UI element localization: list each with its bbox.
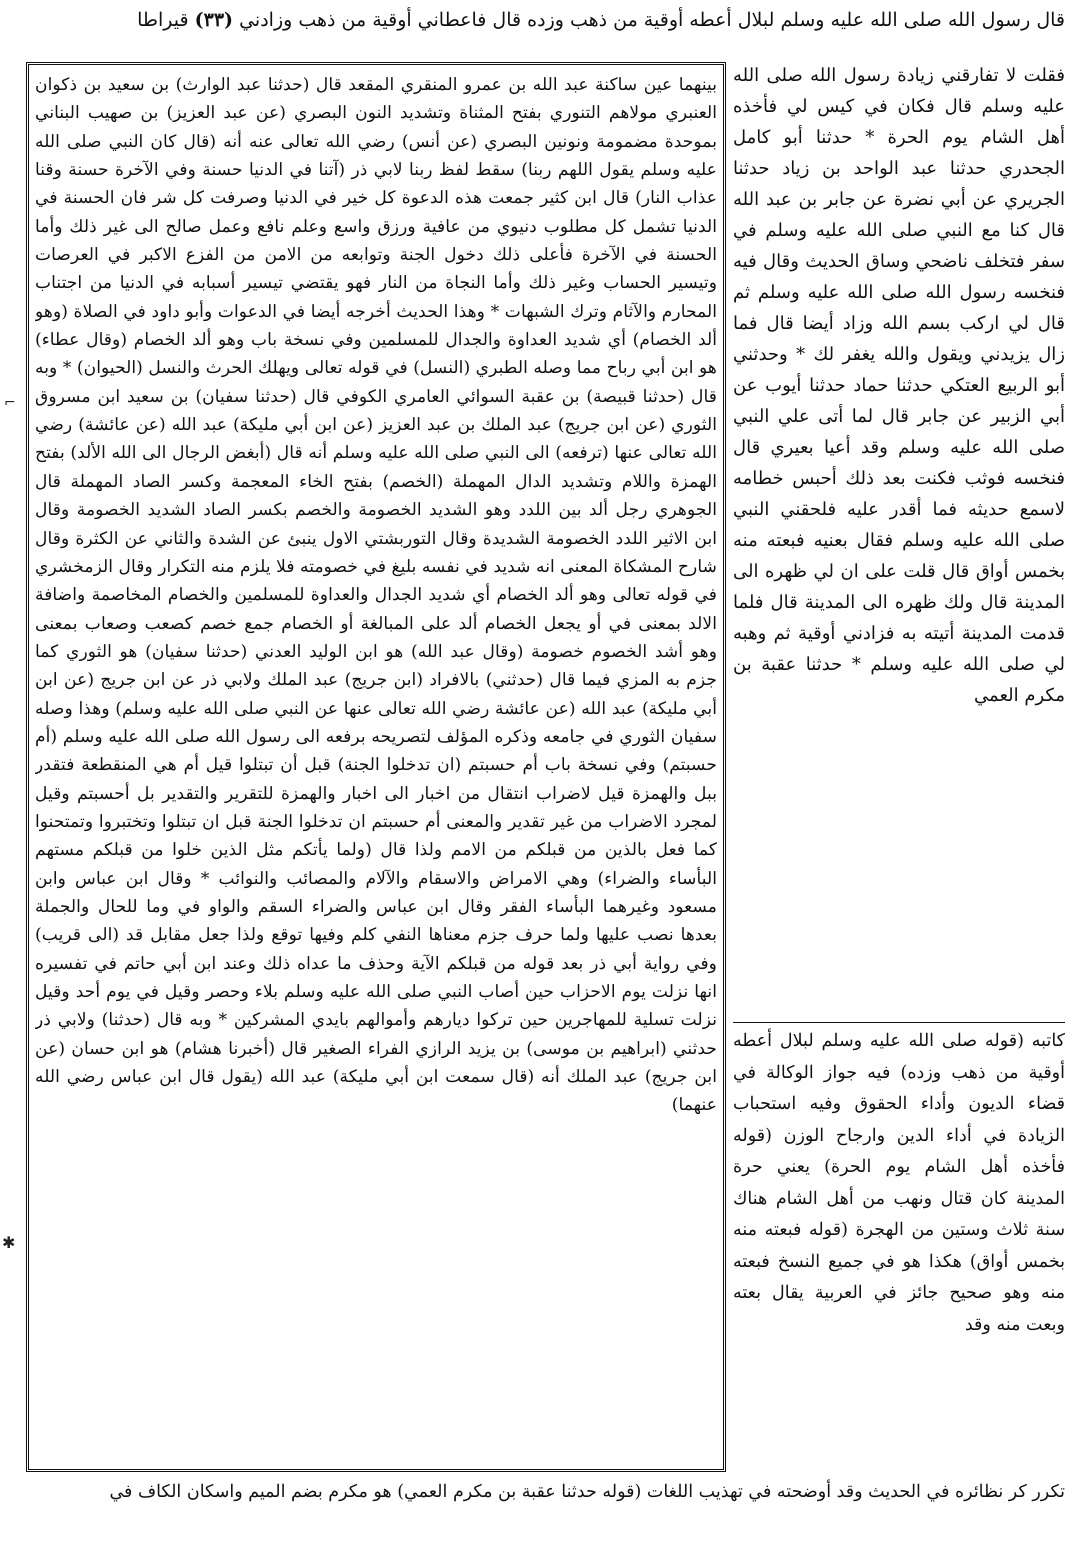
- side-notes-text: كاتبه (قوله صلى الله عليه وسلم لبلال أعطه أوقية من ذهب وزده) فيه جواز الوكالة في قضاء الديون وأداء الحقوق وفيه استحباب الزيادة في أداء الدين وارجاح الوزن (قوله فأخذه أهل الشام يوم الحرة) يعني حرة المدينة كان قتال ونهب من أهل الشام هناك سنة ثلاث وستين من الهجرة (قوله فبعته منه بخمس أواق) هكذا هو في جميع النسخ فبعته منه وهو صحيح جائز في العربية يقال بعته وبعت منه وقد: [733, 1031, 1065, 1335]
- header-text-right: قال رسول الله صلى الله عليه وسلم لبلال أعطه أوقية من ذهب وزده قال فاعطاني أوقية من ذهب وزادني: [239, 9, 1065, 31]
- side-hadith-text: فقلت لا تفارقني زيادة رسول الله صلى الله عليه وسلم قال فكان في كيس لي فأخذه أهل الشام يوم الحرة * حدثنا أبو كامل الجحدري حدثنا عبد الواحد بن زياد حدثنا الجريري عن أبي نضرة عن جابر بن عبد الله قال كنا مع النبي صلى الله عليه وسلم في سفر فتخلف ناضحي وساق الحديث وقال فيه فنخسه رسول الله صلى الله عليه وسلم ثم قال لي اركب بسم الله وزاد أيضا قال فما زال يزيدني ويقول والله يغفر لك * وحدثني أبو الربيع العتكي حدثنا حماد حدثنا أيوب عن أبي الزبير عن جابر قال لما أتى علي النبي صلى الله عليه وسلم وقد أعيا بعيري قال فنخسه فوثب فكنت بعد ذلك أحبس خطامه لاسمع حديثه فما أقدر عليه فلحقني النبي صلى الله عليه وسلم فقال بعنيه فبعته منه بخمس أواق قال قلت على ان لي ظهره الى المدينة قال ولك ظهره الى المدينة قال فلما قدمت المدينة أتيته به فزادني أوقية ثم وهبه لي صلى الله عليه وسلم * حدثنا عقبة بن مكرم العمي: [733, 65, 1065, 706]
- page-header: [14, 8, 1065, 58]
- margin-star-icon: ✱: [2, 1233, 16, 1252]
- side-column-divider: [733, 1022, 1065, 1023]
- header-text-left: قيراطا: [137, 9, 189, 31]
- page-footer: [14, 1477, 1065, 1547]
- main-text-body: [35, 71, 717, 1463]
- footer-text: تكرر كر نظائره في الحديث وقد أوضحته في تهذيب اللغات (قوله حدثنا عقبة بن مكرم العمي) هو مكرم بضم الميم واسكان الكاف في: [109, 1482, 1065, 1502]
- side-column-notes: [733, 1026, 1065, 1496]
- main-text-frame: [26, 62, 726, 1472]
- side-column-hadith: [733, 60, 1065, 1018]
- page-number: (٣٣): [194, 9, 234, 31]
- main-commentary-text: بينهما عين ساكنة عبد الله بن عمرو المنقري المقعد قال (حدثنا عبد الوارث) بن سعيد بن ذكوان العنبري مولاهم التنوري بفتح المثناة وتشديد النون البصري (عن عبد العزيز) بن صهيب البناني بموحدة مضمومة ونونين البصري (عن أنس) رضي الله تعالى عنه أنه (قال كان النبي صلى الله عليه وسلم يقول اللهم ربنا) سقط لفظ ربنا لابي ذر (آتنا في الدنيا حسنة وفي الآخرة حسنة وقنا عذاب النار) قال ابن كثير جمعت هذه الدعوة كل خير في الدنيا وصرفت كل شر فان الحسنة في الدنيا تشمل كل مطلوب دنيوي من عافية ورزق واسع وعلم نافع وعمل صالح الى غير ذلك وأما الحسنة في الآخرة فأعلى ذلك دخول الجنة وتوابعه من الامن من الفزع الاكبر في العرصات وتيسير الحساب وغير ذلك وأما النجاة من النار فهو يقتضي تيسير أسبابه في الدنيا من اجتناب المحارم والآثام وترك الشبهات * وهذا الحديث أخرجه أيضا في الدعوات وأبو داود في الصلاة (وهو ألد الخصام) أي شديد العداوة والجدال للمسلمين وفي نسخة باب وهو ألد الخصام (وقال عطاء) هو ابن أبي رباح مما وصله الطبري (النسل) في قوله تعالى ويهلك الحرث والنسل (الحيوان) * وبه قال (حدثنا قبيصة) بن عقبة السوائي العامري الكوفي قال (حدثنا سفيان) بن سعيد ابن مسروق الثوري (عن ابن جريج) عبد الملك بن عبد العزيز (عن ابن أبي مليكة) عبد الله (عن عائشة) رضي الله تعالى عنها (ترفعه) الى النبي صلى الله عليه وسلم أنه قال (أبغض الرجال الى الله الألد) بفتح الهمزة واللام وتشديد الدال المهملة (الخصم) بفتح الخاء المعجمة وكسر الصاد المهملة قال الجوهري رجل ألد بين اللدد وهو الشديد الخصومة والخصم بكسر الصاد الشديد الخصومة وقال ابن الاثير اللدد الخصومة الشديدة وقال التوربشتي الاول ينبئ عن الشدة والثاني عن الكثرة وقال شارح المشكاة المعنى انه شديد في نفسه بليغ في خصومته فلا يلزم منه التكرار وقال الزمخشري في قوله تعالى وهو ألد الخصام أي شديد الجدال والعداوة للمسلمين والخصام المخاصمة واضافة الالد بمعنى في أو يجعل الخصام ألد على المبالغة أو الخصام جمع خصم كصعب وصعاب بمعنى وهو أشد الخصوم خصومة (وقال عبد الله) هو ابن الوليد العدني (حدثنا سفيان) هو الثوري كما جزم به المزي فيما قال (حدثني) بالافراد (ابن جريج) عبد الملك ولابي ذر عن ابن جريج (عن ابن أبي مليكة) عبد الله (عن عائشة رضي الله تعالى عنها عن النبي صلى الله عليه وسلم) وهذا وصله سفيان الثوري في جامعه وذكره المؤلف لتصريحه برفعه الى رسول الله صلى الله عليه وسلم (أم حسبتم) وفي نسخة باب أم حسبتم (ان تدخلوا الجنة) قبل أن تبتلوا قيل أم هي المنقطعة فتقدر ببل والهمزة قيل لاضراب انتقال من اخبار الى اخبار والهمزة للتقرير والتقدير بل أحسبتم وقيل لمجرد الاضراب من غير تقدير والمعنى أم حسبتم ان تدخلوا الجنة قبل ان تبتلوا وتختبروا وتمتحنوا كما فعل بالذين من قبلكم من الامم ولذا قال (ولما يأتكم مثل الذين خلوا من قبلكم مستهم البأساء والضراء) وهي الامراض والاسقام والآلام والمصائب والنوائب * وقال ابن عباس وابن مسعود وغيرهما البأساء الفقر وقال ابن عباس والضراء السقم والواو في وما للحال والجملة بعدها نصب عليها ولما حرف جزم معناها النفي كلم وفيها توقع ولذا جعل مقابل قد (الى قريب) وفي رواية أبي ذر بعد قوله من قبلكم الآية وحذف ما عداه ذلك وعند ابن أبي حاتم في تفسيره انها نزلت يوم الاحزاب حين أصاب النبي صلى الله عليه وسلم بلاء وحصر وقيل في يوم أحد وقيل نزلت تسلية للمهاجرين حين تركوا ديارهم وأموالهم بايدي المشركين * وبه قال (حدثنا) ولابي ذر حدثني (ابراهيم بن موسى) بن يزيد الرازي الفراء الصغير قال (أخبرنا هشام) هو ابن حسان (عن ابن جريج) عبد الملك أنه (قال سمعت ابن أبي مليكة) عبد الله (يقول قال ابن عباس رضي الله عنهما): [35, 75, 717, 1116]
- margin-bracket-icon: ⌐: [4, 395, 16, 411]
